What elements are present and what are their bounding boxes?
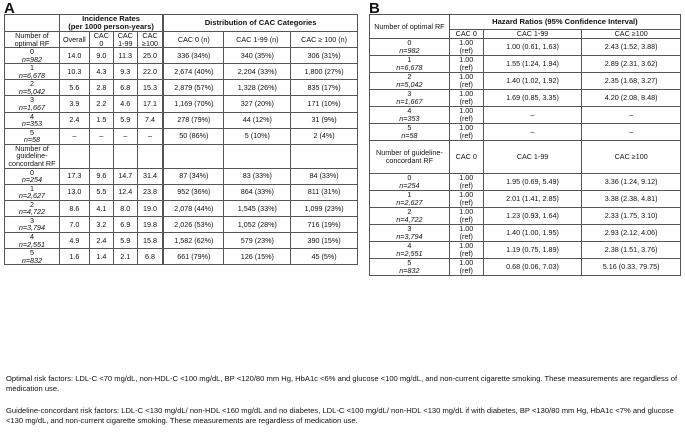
empty-cell (291, 144, 358, 168)
row-label (370, 38, 450, 55)
cac0-rate: 3.2 (89, 216, 113, 232)
row-label (5, 249, 60, 265)
table-row (5, 128, 358, 144)
row-number: 2 (29, 199, 34, 209)
dist-cac199: 1,545 (33%) (224, 200, 291, 216)
row-number: 3 (407, 89, 412, 98)
row-n: n=982 (399, 45, 420, 55)
empty-cell (163, 144, 224, 168)
cac0-hr: 1.00 (ref) (449, 190, 483, 207)
table-row (370, 224, 681, 241)
overall-rate: 8.6 (59, 200, 89, 216)
row-label (370, 258, 450, 275)
cac199-hr: 2.01 (1.41, 2.85) (483, 190, 582, 207)
cac199-hr: 1.69 (0.85, 3.35) (483, 89, 582, 106)
cac100-rate: 22.0 (137, 64, 163, 80)
row-n: n=353 (399, 113, 420, 123)
panel-b-letter: B (369, 0, 380, 17)
cac0-hr: 1.00 (ref) (449, 207, 483, 224)
row-label (370, 207, 450, 224)
cac100-rate: 7.4 (137, 112, 163, 128)
overall-rate: 10.3 (59, 64, 89, 80)
row-number: 0 (407, 173, 412, 182)
overall-rate: 7.0 (59, 216, 89, 232)
cac199-rate: 12.4 (113, 184, 137, 200)
row-n: n=254 (399, 180, 420, 190)
table-row (5, 168, 358, 184)
dist-cac100: 811 (31%) (291, 184, 358, 200)
row-label (5, 184, 60, 200)
cac0-hr: 1.00 (ref) (449, 258, 483, 275)
cac100-hr: – (582, 106, 681, 123)
hazard-ratio-header: Hazard Ratios (95% Confidence Interval) (449, 15, 680, 30)
stub-optimal-rf: Number of optimal RF (5, 31, 60, 47)
cac100-hr: 5.16 (0.33, 79.75) (582, 258, 681, 275)
stub-guideline-rf-b: Number of guideline-concordant RF (370, 140, 450, 173)
row-label (5, 48, 60, 64)
cac199-hr: 1.95 (0.69, 5.49) (483, 173, 582, 190)
row-n: n=3,794 (18, 223, 46, 233)
dist-cac199: 44 (12%) (224, 112, 291, 128)
row-n: n=2,551 (396, 248, 423, 258)
cac0-rate: – (89, 128, 113, 144)
row-label (5, 200, 60, 216)
row-number: 3 (407, 224, 412, 233)
row-n: n=982 (21, 54, 43, 64)
table-row (5, 80, 358, 96)
dist-cac100: 171 (10%) (291, 96, 358, 112)
table-row (5, 64, 358, 80)
dist-cac100: 31 (9%) (291, 112, 358, 128)
overall-rate: 5.6 (59, 80, 89, 96)
table-row (370, 190, 681, 207)
overall-rate: 14.0 (59, 48, 89, 64)
row-n: n=353 (21, 119, 43, 129)
table-row (370, 123, 681, 140)
row-n: n=58 (401, 130, 418, 140)
table-row (370, 38, 681, 55)
cac0-hr: 1.00 (ref) (449, 241, 483, 258)
row-number: 1 (29, 63, 34, 73)
cac100-rate: – (137, 128, 163, 144)
dist-cac199: 83 (33%) (224, 168, 291, 184)
row-label (5, 233, 60, 249)
dist-cac199: 579 (23%) (224, 233, 291, 249)
cac100-hr: 3.36 (1.24, 9.12) (582, 173, 681, 190)
row-number: 5 (29, 127, 34, 137)
row-n: n=6,678 (396, 62, 423, 72)
cac0-rate: 4.1 (89, 200, 113, 216)
cac199-hr: 1.23 (0.93, 1.64) (483, 207, 582, 224)
table-row (370, 258, 681, 275)
cac100-hr: 2.33 (1.75, 3.10) (582, 207, 681, 224)
cac0-rate: 9.6 (89, 168, 113, 184)
row-n: n=832 (21, 255, 43, 265)
cac100-rate: 6.8 (137, 249, 163, 265)
cac100-hr: 2.35 (1.68, 3.27) (582, 72, 681, 89)
dist-col-cac100: CAC ≥ 100 (n) (291, 31, 358, 47)
hr-col-cac100-repeat: CAC ≥100 (582, 140, 681, 173)
dist-cac0: 336 (34%) (163, 48, 224, 64)
row-n: n=4,722 (18, 207, 46, 217)
cac199-rate: 6.8 (113, 80, 137, 96)
cac100-hr: 2.38 (1.51, 3.76) (582, 241, 681, 258)
row-label (370, 241, 450, 258)
distribution-header: Distribution of CAC Categories (163, 15, 357, 32)
table-row (370, 55, 681, 72)
stub-guideline-rf: Number of guideline-concordant RF (5, 144, 60, 168)
table-row (370, 89, 681, 106)
row-label (370, 224, 450, 241)
stub-optimal-rf-b: Number of optimal RF (370, 15, 450, 39)
row-number: 4 (407, 106, 412, 115)
dist-cac100: 835 (17%) (291, 80, 358, 96)
cac199-rate: – (113, 128, 137, 144)
cac0-rate: 9.0 (89, 48, 113, 64)
cac199-hr: 1.40 (1.02, 1.92) (483, 72, 582, 89)
panel-a-letter: A (4, 0, 15, 17)
empty-cell (59, 144, 89, 168)
table-row (5, 216, 358, 232)
overall-rate: 3.9 (59, 96, 89, 112)
dist-cac0: 1,169 (70%) (163, 96, 224, 112)
row-number: 3 (29, 215, 34, 225)
cac100-hr: 4.20 (2.08, 8.48) (582, 89, 681, 106)
dist-cac0: 2,674 (40%) (163, 64, 224, 80)
row-number: 2 (29, 79, 34, 89)
row-number: 0 (29, 167, 34, 177)
overall-rate: 4.9 (59, 233, 89, 249)
cac0-rate: 2.4 (89, 233, 113, 249)
row-n: n=1,667 (396, 96, 423, 106)
row-n: n=832 (399, 265, 420, 275)
hr-col-cac199-repeat: CAC 1-99 (483, 140, 582, 173)
row-n: n=1,667 (18, 103, 46, 112)
row-number: 4 (29, 232, 34, 241)
dist-cac100: 45 (5%) (291, 249, 358, 265)
cac100-hr: 2.93 (2.12, 4.06) (582, 224, 681, 241)
hazard-ratio-table (369, 14, 681, 276)
hr-col-cac199: CAC 1-99 (483, 30, 582, 39)
col-cac100: CAC ≥100 (137, 31, 163, 47)
row-number: 4 (29, 111, 34, 121)
row-n: n=6,678 (18, 70, 46, 80)
cac199-rate: 4.6 (113, 96, 137, 112)
cac199-rate: 2.1 (113, 249, 137, 265)
row-number: 0 (407, 38, 412, 47)
dist-cac0: 2,879 (57%) (163, 80, 224, 96)
row-n: n=58 (23, 135, 41, 145)
cac0-rate: 2.2 (89, 96, 113, 112)
cac0-hr: 1.00 (ref) (449, 89, 483, 106)
row-label (5, 128, 60, 144)
row-label (370, 55, 450, 72)
cac100-hr: 2.89 (2.31, 3.62) (582, 55, 681, 72)
dist-cac100: 2 (4%) (291, 128, 358, 144)
row-number: 1 (407, 55, 412, 64)
dist-cac100: 1,800 (27%) (291, 64, 358, 80)
cac0-hr: 1.00 (ref) (449, 123, 483, 140)
empty-cell (89, 144, 113, 168)
cac100-rate: 25.0 (137, 48, 163, 64)
guideline-header-row (370, 140, 681, 173)
cac100-rate: 31.4 (137, 168, 163, 184)
dist-cac199: 340 (35%) (224, 48, 291, 64)
dist-cac199: 1,328 (26%) (224, 80, 291, 96)
overall-rate: 1.6 (59, 249, 89, 265)
dist-cac0: 50 (86%) (163, 128, 224, 144)
dist-cac199: 2,204 (33%) (224, 64, 291, 80)
dist-cac0: 2,026 (53%) (163, 216, 224, 232)
row-label (5, 64, 60, 80)
cac0-rate: 1.5 (89, 112, 113, 128)
row-label (370, 123, 450, 140)
cac100-hr: – (582, 123, 681, 140)
row-n: n=5,042 (18, 86, 46, 96)
table-row (370, 173, 681, 190)
cac199-hr: 1.40 (1.00, 1.95) (483, 224, 582, 241)
optimal-rf-footnote: Optimal risk factors: LDL-C <70 mg/dL, non-HDL-C <100 mg/dL, BP <120/80 mm Hg, HbA1c <6% and glucose <100 mg/dL, and non-current cigarette smoking. These measurements are regardless of medication use. (6, 374, 678, 393)
row-n: n=2,627 (18, 191, 46, 201)
row-number: 0 (29, 47, 34, 57)
row-number: 1 (29, 183, 34, 193)
cac100-rate: 23.8 (137, 184, 163, 200)
dist-cac0: 278 (79%) (163, 112, 224, 128)
dist-cac100: 306 (31%) (291, 48, 358, 64)
cac199-hr: – (483, 123, 582, 140)
cac100-rate: 17.1 (137, 96, 163, 112)
cac0-hr: 1.00 (ref) (449, 38, 483, 55)
row-number: 5 (29, 248, 34, 258)
row-number: 5 (407, 258, 412, 267)
col-cac0: CAC 0 (89, 31, 113, 47)
row-label (5, 112, 60, 128)
guideline-rf-footnote: Guideline-concordant risk factors: LDL-C <130 mg/dL/ non-HDL <160 mg/dL and no diabetes, LDL-C <100 mg/dL/ non-HDL <130 mg/dL if with diabetes, BP <130/80 mm Hg, HbA1c <7% and glucose <130 mg/dL, and non-current cigarette smoking. These measurements are regardless of medication use. (6, 406, 674, 425)
incidence-distribution-table (4, 14, 358, 265)
cac100-hr: 3.38 (2.38, 4.81) (582, 190, 681, 207)
dist-cac0: 952 (36%) (163, 184, 224, 200)
cac100-rate: 15.3 (137, 80, 163, 96)
cac0-hr: 1.00 (ref) (449, 72, 483, 89)
dist-cac199: 1,052 (28%) (224, 216, 291, 232)
table-row (5, 249, 358, 265)
row-n: n=2,551 (18, 239, 46, 249)
cac199-rate: 6.9 (113, 216, 137, 232)
table-row (370, 72, 681, 89)
col-cac199: CAC 1-99 (113, 31, 137, 47)
row-n: n=3,794 (396, 231, 423, 241)
row-label (370, 106, 450, 123)
row-n: n=4,722 (396, 214, 423, 224)
empty-cell (137, 144, 163, 168)
cac199-hr: 1.55 (1.24, 1.94) (483, 55, 582, 72)
overall-rate: – (59, 128, 89, 144)
row-number: 1 (407, 190, 412, 199)
cac199-rate: 11.3 (113, 48, 137, 64)
table-row (5, 200, 358, 216)
table-row (5, 96, 358, 112)
dist-cac0: 87 (34%) (163, 168, 224, 184)
dist-cac0: 661 (79%) (163, 249, 224, 265)
cac199-rate: 5.9 (113, 233, 137, 249)
cac199-hr: 1.00 (0.61, 1.63) (483, 38, 582, 55)
table-row (370, 106, 681, 123)
cac199-rate: 14.7 (113, 168, 137, 184)
cac100-rate: 19.8 (137, 216, 163, 232)
hr-col-cac100: CAC ≥100 (582, 30, 681, 39)
row-label (370, 72, 450, 89)
row-number: 2 (407, 207, 412, 216)
cac0-rate: 1.4 (89, 249, 113, 265)
cac199-hr: 1.19 (0.75, 1.89) (483, 241, 582, 258)
cac100-hr: 2.43 (1.52, 3.88) (582, 38, 681, 55)
cac0-hr: 1.00 (ref) (449, 224, 483, 241)
dist-cac100: 716 (19%) (291, 216, 358, 232)
cac100-rate: 19.0 (137, 200, 163, 216)
row-label (370, 173, 450, 190)
empty-cell (113, 144, 137, 168)
row-label (370, 190, 450, 207)
row-number: 3 (29, 95, 34, 105)
row-n: n=5,042 (396, 79, 423, 89)
dist-cac199: 126 (15%) (224, 249, 291, 265)
row-number: 4 (407, 241, 412, 250)
dist-cac100: 390 (15%) (291, 233, 358, 249)
overall-rate: 13.0 (59, 184, 89, 200)
cac100-rate: 15.8 (137, 233, 163, 249)
table-row (5, 48, 358, 64)
dist-cac100: 84 (33%) (291, 168, 358, 184)
col-overall: Overall (59, 31, 89, 47)
dist-cac0: 2,078 (44%) (163, 200, 224, 216)
table-row (5, 184, 358, 200)
cac199-rate: 9.3 (113, 64, 137, 80)
row-label (370, 89, 450, 106)
cac199-hr: – (483, 106, 582, 123)
row-number: 5 (407, 123, 412, 132)
table-row (370, 241, 681, 258)
cac199-rate: 5.9 (113, 112, 137, 128)
dist-cac199: 5 (10%) (224, 128, 291, 144)
table-row (5, 112, 358, 128)
dist-col-cac0: CAC 0 (n) (163, 31, 224, 47)
row-label (5, 168, 60, 184)
row-n: n=254 (21, 175, 43, 185)
cac0-rate: 4.3 (89, 64, 113, 80)
cac199-rate: 8.0 (113, 200, 137, 216)
cac199-hr: 0.68 (0.06, 7.03) (483, 258, 582, 275)
dist-col-cac199: CAC 1-99 (n) (224, 31, 291, 47)
cac0-hr: 1.00 (ref) (449, 106, 483, 123)
overall-rate: 17.3 (59, 168, 89, 184)
row-label (5, 80, 60, 96)
table-a-corner (5, 15, 60, 32)
cac0-hr: 1.00 (ref) (449, 55, 483, 72)
empty-cell (224, 144, 291, 168)
dist-cac199: 864 (33%) (224, 184, 291, 200)
dist-cac0: 1,582 (62%) (163, 233, 224, 249)
hr-col-cac0: CAC 0 (449, 30, 483, 39)
dist-cac100: 1,099 (23%) (291, 200, 358, 216)
cac0-rate: 2.8 (89, 80, 113, 96)
row-number: 2 (407, 72, 412, 81)
row-label (5, 216, 60, 232)
row-n: n=2,627 (396, 197, 423, 207)
cac0-rate: 5.5 (89, 184, 113, 200)
cac0-hr: 1.00 (ref) (449, 173, 483, 190)
dist-cac199: 327 (20%) (224, 96, 291, 112)
guideline-header-row (5, 144, 358, 168)
table-row (5, 233, 358, 249)
table-row (370, 207, 681, 224)
hr-col-cac0-repeat: CAC 0 (449, 140, 483, 173)
row-label (5, 96, 60, 112)
incidence-rates-header: Incidence Rates (per 1000 person-years) (59, 15, 163, 32)
overall-rate: 2.4 (59, 112, 89, 128)
